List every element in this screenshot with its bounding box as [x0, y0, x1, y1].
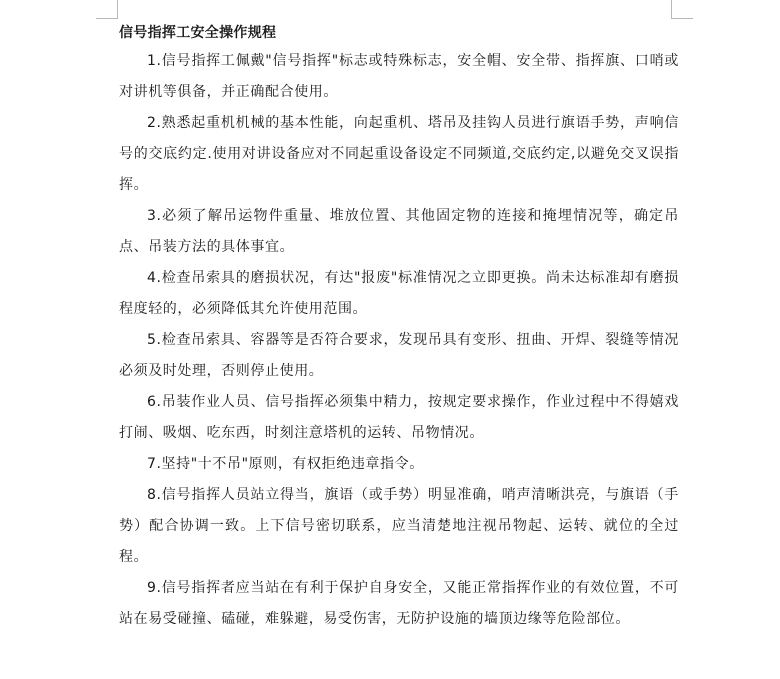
document-body: [119, 22, 679, 635]
paragraph-5: 5.检查吊索具、容器等是否符合要求，发现吊具有变形、扭曲、开焊、裂缝等情况必须及时处理，否则停止使用。: [119, 332, 679, 379]
paragraph-1: 1.信号指挥工佩戴"信号指挥"标志或特殊标志，安全帽、安全带、指挥旗、口哨或对讲机等俱备，并正确配合使用。: [119, 53, 679, 100]
paragraph-8: 8.信号指挥人员站立得当，旗语（或手势）明显准确，哨声清晰洪亮，与旗语（手势）配合协调一致。上下信号密切联系，应当清楚地注视吊物起、运转、就位的全过程。: [119, 487, 679, 565]
paragraph-6: 6.吊装作业人员、信号指挥必须集中精力，按规定要求操作，作业过程中不得嬉戏打闹、吸烟、吃东西，时刻注意塔机的运转、吊物情况。: [119, 394, 679, 441]
paragraph-2: 2.熟悉起重机机械的基本性能，向起重机、塔吊及挂钩人员进行旗语手势，声响信号的交底约定.使用对讲设备应对不同起重设备设定不同频道,交底约定,以避免交叉误指挥。: [119, 115, 679, 193]
paragraph-4: 4.检查吊索具的磨损状况，有达"报废"标准情况之立即更换。尚未达标准却有磨损程度轻的，必须降低其允许使用范围。: [119, 270, 679, 317]
crop-mark-top-left-horizontal: [96, 18, 118, 19]
paragraph-7: 7.坚持"十不吊"原则，有权拒绝违章指令。: [147, 456, 424, 472]
paragraph-9: 9.信号指挥者应当站在有利于保护自身安全，又能正常指挥作业的有效位置，不可站在易受碰撞、磕碰，难躲避，易受伤害，无防护设施的墙顶边缘等危险部位。: [119, 580, 679, 627]
crop-mark-top-left-vertical: [117, 0, 118, 19]
crop-mark-top-right-horizontal: [671, 18, 693, 19]
paragraph-3: 3.必须了解吊运物件重量、堆放位置、其他固定物的连接和掩埋情况等，确定吊点、吊装方法的具体事宜。: [119, 208, 679, 255]
crop-mark-top-right-vertical: [671, 0, 672, 19]
document-title: 信号指挥工安全操作规程: [119, 25, 277, 41]
